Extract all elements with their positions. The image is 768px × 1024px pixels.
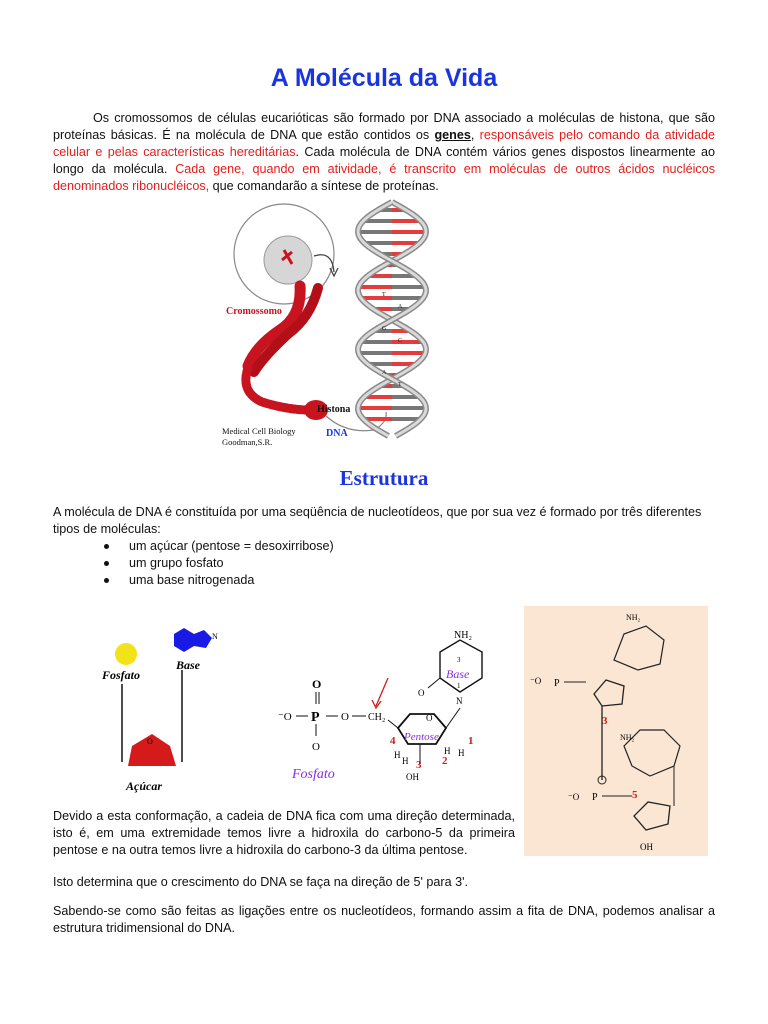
fosfato-label: Fosfato [292, 767, 335, 782]
red-arrow [376, 678, 388, 706]
base-label: Base [446, 667, 470, 681]
nh2-top: NH₂ [626, 613, 641, 622]
carbon-num-4: 4 [390, 735, 396, 747]
base-letter: G [382, 326, 387, 332]
base-letter: T [398, 382, 402, 388]
h-3: H [458, 748, 465, 758]
base-ring [440, 640, 482, 692]
o-label: O [147, 737, 153, 746]
intro-red-1: responsáveis pelo comando da atividade celular e pelas características hereditárias [53, 128, 715, 159]
h-2: H [402, 756, 409, 766]
h-1: H [394, 750, 401, 760]
base-ring-2 [194, 630, 212, 648]
genes-link[interactable]: genes [434, 128, 471, 142]
dna-chromosome-figure [218, 196, 444, 454]
histona-label: Histona [317, 404, 351, 415]
base-letter: T [382, 292, 386, 298]
fosfato-ball [115, 643, 137, 665]
sugar-ring-bottom [634, 802, 670, 830]
base-letter: A [382, 370, 387, 376]
direction-paragraph: Devido a esta conformação, a cadeia de DNA fica com uma direção determinada, isto é, em uma extremidade temos livre a hidroxila do carbono-5 da primeira pentose e na outra temos livre a hidroxila do carbono-3 da última pentose. [53, 809, 515, 857]
ring-o: O [426, 713, 433, 723]
intro-red-2: Cada gene, quando em atividade, é transcrito em moléculas de outros ácidos nucléicos denominados ribonucléicos, [53, 162, 715, 193]
minus-o: ⁻O [278, 711, 292, 723]
minus-o-bottom: ⁻O [568, 792, 580, 802]
growth-paragraph: Isto determina que o crescimento do DNA se faça na direção de 5' para 3'. [53, 875, 469, 889]
page-title: A Molécula da Vida [270, 64, 498, 92]
ring-num-1: 1 [457, 682, 461, 690]
base-letter: A [398, 304, 403, 310]
o-bridge: O [341, 711, 349, 723]
carbonyl-bond [428, 678, 440, 688]
nucleotide-chem-diagram [272, 622, 498, 788]
helix-strand-highlight [358, 202, 426, 436]
base-ring-top [614, 626, 664, 670]
acucar-label: Açúcar [126, 779, 162, 793]
nucleotide-simple-diagram [96, 622, 240, 796]
intro-text-4: que comandarão a síntese de proteínas. [209, 179, 439, 193]
nucleotide-chain-diagram [524, 606, 708, 856]
dna-label: DNA [326, 428, 348, 439]
o-top: O [312, 677, 322, 691]
cromossomo-label: Cromossomo [226, 306, 282, 317]
intro-text-2: , [470, 128, 480, 142]
h-4: H [444, 746, 451, 756]
dna-helix [358, 202, 426, 436]
chain-svg [524, 606, 708, 856]
closing-paragraph: Sabendo-se como são feitas as ligações entre os nucleotídeos, formando assim a fita de DNA, podemos analisar a estrutura tridimensional do DNA. [53, 904, 715, 935]
o-bottom: O [312, 741, 320, 753]
label-5: 5 [632, 789, 638, 801]
credit-line-2: Goodman,S.R. [222, 437, 273, 447]
ch2-ring-bond [388, 720, 398, 728]
pentose-label: Pentose [404, 731, 439, 743]
ring-num-3: 3 [457, 656, 461, 664]
fosfato-label: Fosfato [102, 668, 141, 682]
carbon-num-3: 3 [416, 759, 422, 771]
sugar-ring-top [594, 680, 624, 706]
p-top: P [554, 678, 560, 689]
base-letter: C [398, 338, 403, 344]
nh2-label: NH₂ [454, 630, 472, 641]
base-label: Base [176, 658, 200, 672]
oh-label: OH [406, 772, 419, 782]
intro-text-1: Os cromossomos de células eucarióticas são formado por DNA associado a moléculas de histona, que são proteínas básicas. É na molécula de DNA que estão contidos os [53, 111, 715, 142]
nh2-bottom: NH₂ [620, 733, 635, 742]
ch2-label: CH₂ [368, 712, 386, 723]
p-atom: P [311, 710, 320, 725]
structure-paragraph: A molécula de DNA é constituída por uma seqüência de nucleotídeos, que por sua vez é formado por três diferentes tipos de moléculas: [53, 505, 702, 536]
label-3: 3 [602, 715, 608, 727]
list-item: uma base nitrogenada [104, 572, 334, 589]
intro-paragraph [53, 110, 715, 195]
component-list [104, 538, 334, 589]
n-label: N [456, 696, 463, 706]
base-n-label: N [212, 632, 218, 641]
list-item: um grupo fosfato [104, 555, 334, 572]
p-bottom: P [592, 792, 598, 803]
base-ring-1 [174, 628, 194, 652]
list-item: um açúcar (pentose = desoxirribose) [104, 538, 334, 555]
carbon-num-1: 1 [468, 735, 474, 747]
carbon-num-2: 2 [442, 755, 448, 767]
glycosidic-bond [446, 708, 460, 728]
intro-text-3: . Cada molécula de DNA contém vários genes dispostos linearmente ao longo da molécula. [53, 145, 715, 176]
carbonyl-o: O [418, 688, 425, 698]
minus-o-top: ⁻O [530, 676, 542, 686]
oh-bottom: OH [640, 842, 653, 852]
section-title-estrutura: Estrutura [339, 466, 429, 490]
credit-line-1: Medical Cell Biology [222, 426, 296, 436]
